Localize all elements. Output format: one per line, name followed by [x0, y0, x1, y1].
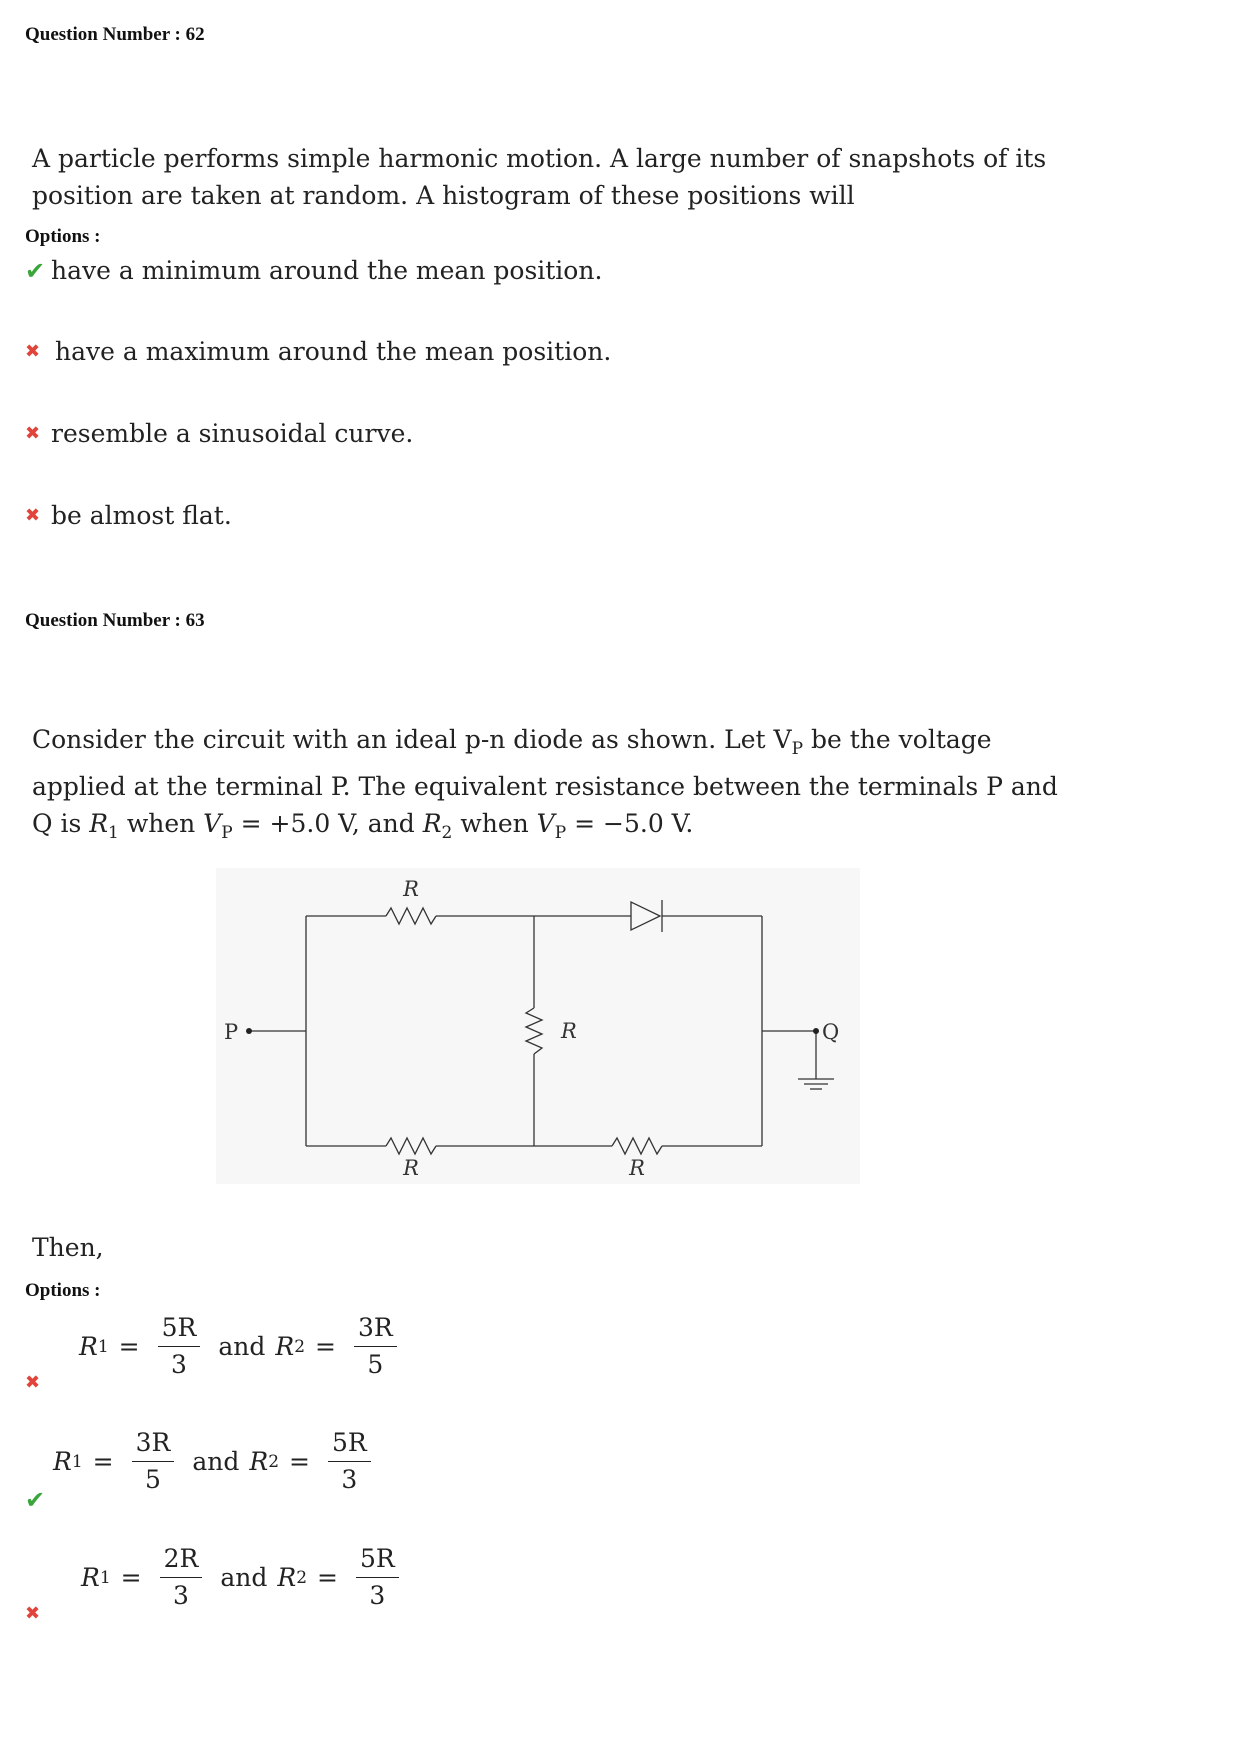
option-expression: R 1 = $\frac{5R}{3}$ and R 2 = $\frac{3R}{5}$: [79, 1310, 405, 1383]
q62-option-1[interactable]: [25, 256, 602, 285]
option-expression: R 1 = $\frac{2R}{3}$ and R 2 = $\frac{5R}{3}$: [81, 1541, 407, 1614]
label-top-r: R: [403, 877, 419, 901]
fraction: $\frac{5R}{3}$: [356, 1541, 399, 1614]
correct-check-icon: ✔: [25, 256, 46, 285]
q63-option-1[interactable]: [25, 1310, 405, 1397]
q62-option-3[interactable]: [25, 419, 413, 448]
option-expression: R 1 = $\frac{3R}{5}$ and R 2 = $\frac{5R}{3}$: [53, 1425, 379, 1498]
stem-line: A particle performs simple harmonic motion. A large number of snapshots of its: [32, 144, 1047, 173]
label-bottom-right-r: R: [629, 1156, 645, 1180]
options-heading-63: Options :: [25, 1280, 101, 1301]
option-text: be almost flat.: [51, 501, 232, 530]
q62-option-2[interactable]: [25, 337, 611, 366]
label-bottom-left-r: R: [403, 1156, 419, 1180]
label-mid-r: R: [561, 1019, 577, 1043]
stem-line: Q is $R_1$ when $V_P = +5.0$ V, and $R_2$ when $V_P = -5.0$ V.: [32, 809, 694, 843]
terminal-q-dot: [813, 1028, 819, 1034]
incorrect-cross-icon: ✖: [25, 341, 41, 362]
option-text: resemble a sinusoidal curve.: [51, 419, 414, 448]
incorrect-cross-icon: ✖: [25, 1372, 41, 1393]
q63-option-2[interactable]: [25, 1425, 379, 1516]
option-text: have a maximum around the mean position.: [55, 337, 612, 366]
incorrect-cross-icon: ✖: [25, 423, 41, 444]
terminal-q-label: Q: [822, 1020, 840, 1044]
then-text: Then,: [32, 1233, 104, 1262]
fraction: $\frac{2R}{3}$: [160, 1541, 203, 1614]
incorrect-cross-icon: ✖: [25, 1603, 41, 1624]
question-number-63: Question Number : 63: [25, 610, 205, 631]
stem-line: applied at the terminal P. The equivalent resistance between the terminals P and: [32, 772, 1058, 801]
terminal-p-dot: [246, 1028, 252, 1034]
q62-option-4[interactable]: [25, 501, 232, 530]
fraction: $\frac{3R}{5}$: [354, 1310, 397, 1383]
question-63-stem: [32, 721, 1072, 852]
q63-option-3[interactable]: [25, 1541, 407, 1628]
options-heading-62: Options :: [25, 226, 101, 247]
incorrect-cross-icon: ✖: [25, 505, 41, 526]
question-number-62: Question Number : 62: [25, 24, 205, 45]
fraction: $\frac{5R}{3}$: [328, 1425, 371, 1498]
circuit-diagram: [216, 868, 860, 1184]
fraction: $\frac{3R}{5}$: [132, 1425, 175, 1498]
stem-line: position are taken at random. A histogram of these positions will: [32, 181, 855, 210]
correct-check-icon: ✔: [25, 1486, 46, 1514]
terminal-p-label: P: [224, 1020, 239, 1044]
fraction: $\frac{5R}{3}$: [158, 1310, 201, 1383]
option-text: have a minimum around the mean position.: [51, 256, 603, 285]
question-62-stem: [32, 140, 1072, 214]
stem-line: Consider the circuit with an ideal p-n diode as shown. Let $V_P$ be the voltage: [32, 725, 992, 759]
